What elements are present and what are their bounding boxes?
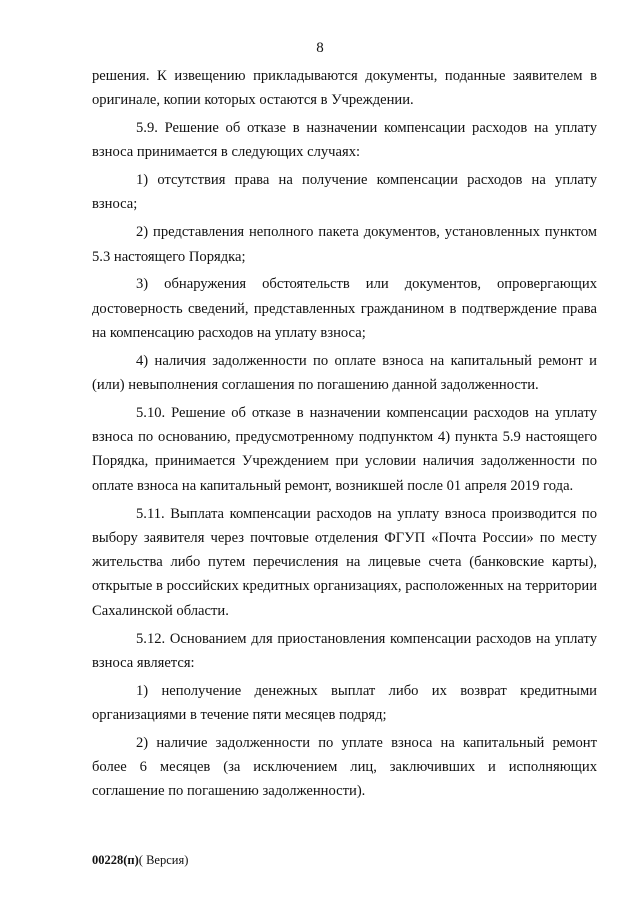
page-number: 8 [316,40,324,56]
paragraph-5-12-item-1: 1) неполучение денежных выплат либо их возврат кредитными организациями в течение пяти месяцев подряд; [92,682,597,723]
paragraph-continuation: решения. К извещению прикладываются документы, поданные заявителем в оригинале, копии которых остаются в Учреждении. [92,68,597,109]
document-body [92,64,597,804]
paragraph-5-9-item-4: 4) наличия задолженности по оплате взноса на капитальный ремонт и (или) невыполнения соглашения по погашению данной задолженности. [92,352,597,394]
footer-code: 00228(п) [92,853,139,867]
paragraph-5-9: 5.9. Решение об отказе в назначении компенсации расходов на уплату взноса принимается в следующих случаях: [92,120,597,161]
paragraph-5-9-item-3: 3) обнаружения обстоятельств или документов, опровергающих достоверность сведений, представленных гражданином в подтверждение права на компенсацию расходов на уплату взноса; [92,276,597,341]
footer-version: ( Версия) [138,853,189,867]
paragraph-5-12-item-2: 2) наличие задолженности по уплате взноса на капитальный ремонт более 6 месяцев (за исключением лиц, заключивших и исполняющих соглашение по погашению задолженности). [92,734,597,800]
paragraph-5-9-item-1: 1) отсутствия права на получение компенсации расходов на уплату взноса; [92,172,597,213]
paragraph-5-9-item-2: 2) представления неполного пакета документов, установленных пунктом 5.3 настоящего Порядка; [92,224,597,265]
footer-document-code [92,853,188,868]
paragraph-5-10: 5.10. Решение об отказе в назначении компенсации расходов на уплату взноса по основанию, предусмотренному подпунктом 4) пункта 5.9 настоящего Порядка, принимается Учреждением при условии наличия задолженности по оплате взноса на капитальный ремонт, возникшей после 01 апреля 2019 года. [92,404,597,494]
paragraph-5-11: 5.11. Выплата компенсации расходов на уплату взноса производится по выбору заявителя через почтовые отделения ФГУП «Почта России» по месту жительства либо путем перечисления на лицевые счета (банковские карты), открытые в российских кредитных организациях, расположенных на территории Сахалинской области. [92,505,597,619]
paragraph-5-12: 5.12. Основанием для приостановления компенсации расходов на уплату взноса является: [92,630,597,671]
